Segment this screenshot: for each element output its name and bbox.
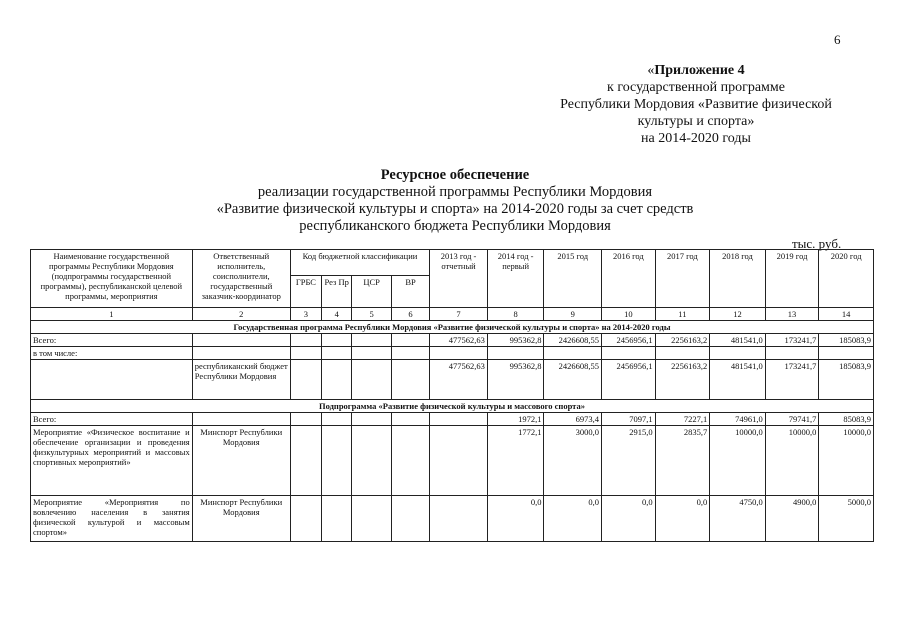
value-2017: 7227,1 [655,413,710,426]
header-row [31,250,874,276]
value-2020: 185083,9 [819,334,874,347]
col-number: 4 [322,308,352,321]
value-2015: 2426608,55 [544,334,602,347]
appendix-line: к государственной программе [607,80,785,95]
event-name: Мероприятие «Мероприятия по вовлечению населения в занятия физической культурой и массовым спортом» [31,496,193,542]
value-2013: 477562,63 [430,334,488,347]
value-2016: 2915,0 [602,426,656,496]
page-number: 6 [834,32,841,47]
value-2013 [430,496,488,542]
event-row [31,496,874,542]
col-number: 8 [487,308,544,321]
header-responsible: Ответственный исполнитель, соисполнители, государственный заказчик-координатор [192,250,290,308]
value-2015: 2426608,55 [544,360,602,400]
value-2014: 1772,1 [487,426,544,496]
header-2019: 2019 год [765,250,819,308]
header-2015: 2015 год [544,250,602,308]
row-label: в том числе: [31,347,193,360]
col-number: 1 [31,308,193,321]
event-name: Мероприятие «Физическое воспитание и обеспечение организации и проведения физкультурных мероприятий и массовых спортивных мероприятий» [31,426,193,496]
section-title: Государственная программа Республики Мордовия «Развитие физической культуры и спорта» на 2014-2020 годы [31,321,874,334]
value-2014: 995362,8 [487,360,544,400]
col-number: 12 [710,308,766,321]
budget-row [31,360,874,400]
row-responsible: Минспорт Республики Мордовия [192,496,290,542]
including-row [31,347,874,360]
value-2019: 173241,7 [765,334,819,347]
value-2017: 2835,7 [655,426,710,496]
value-2017: 0,0 [655,496,710,542]
total-row [31,334,874,347]
value-2018: 4750,0 [710,496,766,542]
header-2020: 2020 год [819,250,874,308]
col-number: 13 [765,308,819,321]
column-number-row [31,308,874,321]
appendix-line: Республики Мордовия «Развитие физической [560,97,832,112]
value-2020: 85083,9 [819,413,874,426]
appendix-line: культуры и спорта» [637,114,755,129]
value-2016: 7097,1 [602,413,656,426]
row-label: Всего: [31,334,193,347]
col-number: 14 [819,308,874,321]
value-2020: 185083,9 [819,360,874,400]
value-2017: 2256163,2 [655,360,710,400]
header-2018: 2018 год [710,250,766,308]
appendix-heading [540,62,852,147]
event-row [31,426,874,496]
value-2017: 2256163,2 [655,334,710,347]
title-bold: Ресурсное обеспечение [380,167,530,183]
row-responsible: республиканский бюджет Республики Мордовия [192,360,290,400]
value-2019: 4900,0 [765,496,819,542]
value-2018: 74961,0 [710,413,766,426]
header-2017: 2017 год [655,250,710,308]
section-row [31,321,874,334]
value-2016: 2456956,1 [602,334,656,347]
title-line: «Развитие физической культуры и спорта» на 2014-2020 годы за счет средств [216,201,694,217]
col-number: 9 [544,308,602,321]
units-label: тыс. руб. [792,236,842,251]
row-label: Всего: [31,413,193,426]
section-row [31,400,874,413]
title-line: республиканского бюджета Республики Мордовия [299,218,611,234]
appendix-line: на 2014-2020 годы [641,131,751,146]
col-number: 6 [391,308,429,321]
value-2019: 79741,7 [765,413,819,426]
header-2013: 2013 год - отчетный [430,250,488,308]
header-csr: ЦСР [352,276,391,308]
value-2019: 173241,7 [765,360,819,400]
header-name: Наименование государственной программы Республики Мордовия (подпрограммы государственной программы), республиканской целевой программы, мероприятия [31,250,193,308]
col-number: 10 [602,308,656,321]
value-2013: 477562,63 [430,360,488,400]
value-2018: 10000,0 [710,426,766,496]
value-2013 [430,413,488,426]
header-budget-code: Код бюджетной классификации [290,250,429,276]
header-2014: 2014 год - первый [487,250,544,308]
value-2020: 5000,0 [819,496,874,542]
col-number: 3 [290,308,321,321]
value-2014: 1972,1 [487,413,544,426]
header-vr: ВР [391,276,429,308]
total-row [31,413,874,426]
value-2020: 10000,0 [819,426,874,496]
appendix-label: Приложение 4 [654,63,745,78]
resource-table [30,249,874,542]
value-2016: 2456956,1 [602,360,656,400]
col-number: 11 [655,308,710,321]
header-rzpr: Рез Пр [322,276,352,308]
value-2016: 0,0 [602,496,656,542]
title-line: реализации государственной программы Республики Мордовия [257,184,653,200]
value-2014: 0,0 [487,496,544,542]
col-number: 5 [352,308,391,321]
value-2015: 0,0 [544,496,602,542]
header-2016: 2016 год [602,250,656,308]
header-grbs: ГРБС [290,276,321,308]
col-number: 7 [430,308,488,321]
value-2018: 481541,0 [710,360,766,400]
section-title: Подпрограмма «Развитие физической культуры и массового спорта» [31,400,874,413]
row-responsible: Минспорт Республики Мордовия [192,426,290,496]
document-title [140,167,770,235]
value-2015: 3000,0 [544,426,602,496]
value-2019: 10000,0 [765,426,819,496]
value-2018: 481541,0 [710,334,766,347]
appendix-quote: « [647,63,655,78]
value-2014: 995362,8 [487,334,544,347]
value-2013 [430,426,488,496]
col-number: 2 [192,308,290,321]
value-2015: 6973,4 [544,413,602,426]
